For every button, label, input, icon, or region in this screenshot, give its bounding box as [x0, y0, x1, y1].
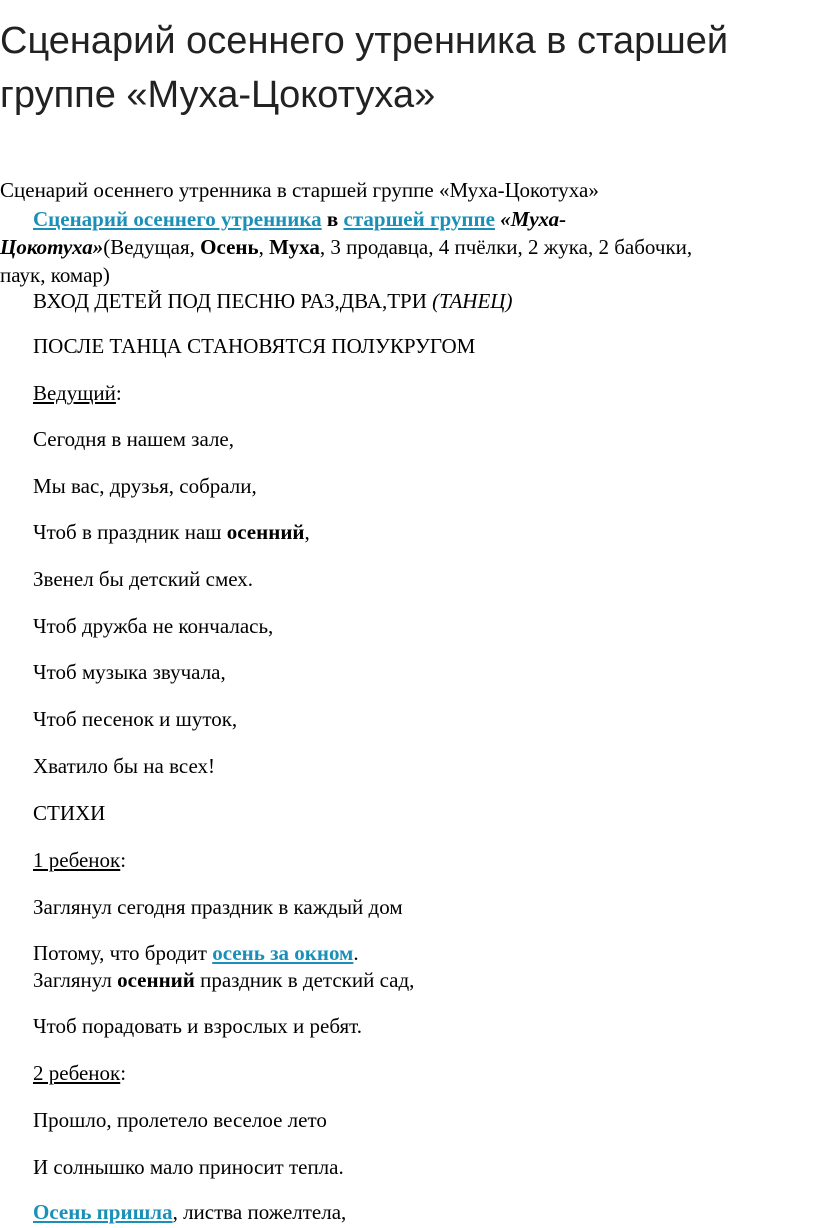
child2-line-1 [33, 1106, 327, 1134]
poem1-l4: Звенел бы детский смех. [33, 567, 254, 591]
child1-label [33, 846, 126, 874]
child2-name: 2 ребенок [33, 1061, 121, 1085]
child1-line-2 [33, 939, 359, 967]
child1-colon: : [120, 848, 127, 872]
poem1-l8: Хватило бы на всех! [33, 754, 215, 778]
child1-l3c: праздник в детский сад, [194, 968, 415, 992]
leader-label [33, 379, 122, 407]
link-senior-group[interactable]: старшей группе [343, 207, 495, 231]
child2-l3c: , листва пожелтела, [172, 1200, 347, 1224]
intro-paragraph [0, 205, 816, 289]
child2-colon: : [120, 1061, 127, 1085]
child1-l2c: . [353, 941, 359, 965]
title-line-2: группе «Муха-Цокотуха» [0, 74, 436, 116]
poem1-l2: Мы вас, друзья, собрали, [33, 474, 257, 498]
child1-l3a: Заглянул [33, 968, 118, 992]
poem1-l6: Чтоб музыка звучала, [33, 660, 226, 684]
child2-line-3 [33, 1198, 346, 1226]
verses-heading [33, 799, 105, 827]
intro-bold-autumn: Осень [200, 235, 259, 259]
poem1-line-5 [33, 612, 273, 640]
link-autumn-outside[interactable]: осень за окном [212, 941, 354, 965]
title-italic-1: «Муха- [500, 207, 567, 231]
poem1-l5: Чтоб дружба не кончалась, [33, 614, 274, 638]
child1-l2a: Потому, что бродит [33, 941, 213, 965]
poem1-l3c: , [304, 520, 310, 544]
link-autumn-came[interactable]: Осень пришла [33, 1200, 173, 1224]
child2-l1: Прошло, пролетело веселое лето [33, 1108, 327, 1132]
poem1-l3a: Чтоб в праздник наш [33, 520, 227, 544]
poem1-line-1 [33, 425, 234, 453]
leader-colon: : [115, 381, 122, 405]
entry-italic: (ТАНЕЦ) [432, 289, 513, 313]
entry-line [33, 287, 512, 315]
title-line-1: Сценарий осеннего утренника в старшей [0, 20, 729, 62]
word-v: в [326, 207, 339, 231]
intro-line-3: паук, комар) [0, 263, 110, 287]
child1-line-3 [33, 966, 414, 994]
after-dance-text: ПОСЛЕ ТАНЦА СТАНОВЯТСЯ ПОЛУКРУГОМ [33, 334, 476, 358]
poem1-line-6 [33, 658, 226, 686]
title-italic-2: Цокотуха» [0, 235, 104, 259]
leader-name: Ведущий [33, 381, 116, 405]
child1-line-1 [33, 893, 403, 921]
child2-label [33, 1059, 126, 1087]
intro-text-3: , 3 продавца, 4 пчёлки, 2 жука, 2 бабочки, [319, 235, 693, 259]
subtitle [0, 176, 816, 204]
child1-l3b: осенний [117, 968, 195, 992]
subtitle-text: Сценарий осеннего утренника в старшей группе «Муха-Цокотуха» [0, 178, 599, 202]
child1-l1: Заглянул сегодня праздник в каждый дом [33, 895, 403, 919]
link-scenario[interactable]: Сценарий осеннего утренника [33, 207, 322, 231]
intro-text-1: (Ведущая, [103, 235, 201, 259]
poem1-l1: Сегодня в нашем зале, [33, 427, 235, 451]
entry-text: ВХОД ДЕТЕЙ ПОД ПЕСНЮ РАЗ,ДВА,ТРИ [33, 289, 433, 313]
page-title [0, 14, 816, 122]
child1-name: 1 ребенок [33, 848, 121, 872]
poem1-line-3 [33, 518, 310, 546]
poem1-line-7 [33, 705, 237, 733]
intro-bold-fly: Муха [269, 235, 320, 259]
poem1-line-2 [33, 472, 257, 500]
poem1-line-8 [33, 752, 215, 780]
poem1-l3b: осенний [226, 520, 305, 544]
poem1-l7: Чтоб песенок и шуток, [33, 707, 238, 731]
child2-l2: И солнышко мало приносит тепла. [33, 1155, 344, 1179]
poem1-line-4 [33, 565, 253, 593]
intro-text-2: , [258, 235, 270, 259]
child1-line-4 [33, 1012, 362, 1040]
verses-heading-text: СТИХИ [33, 801, 106, 825]
child1-l4: Чтоб порадовать и взрослых и ребят. [33, 1014, 363, 1038]
child2-line-2 [33, 1153, 344, 1181]
after-dance-line [33, 332, 475, 360]
